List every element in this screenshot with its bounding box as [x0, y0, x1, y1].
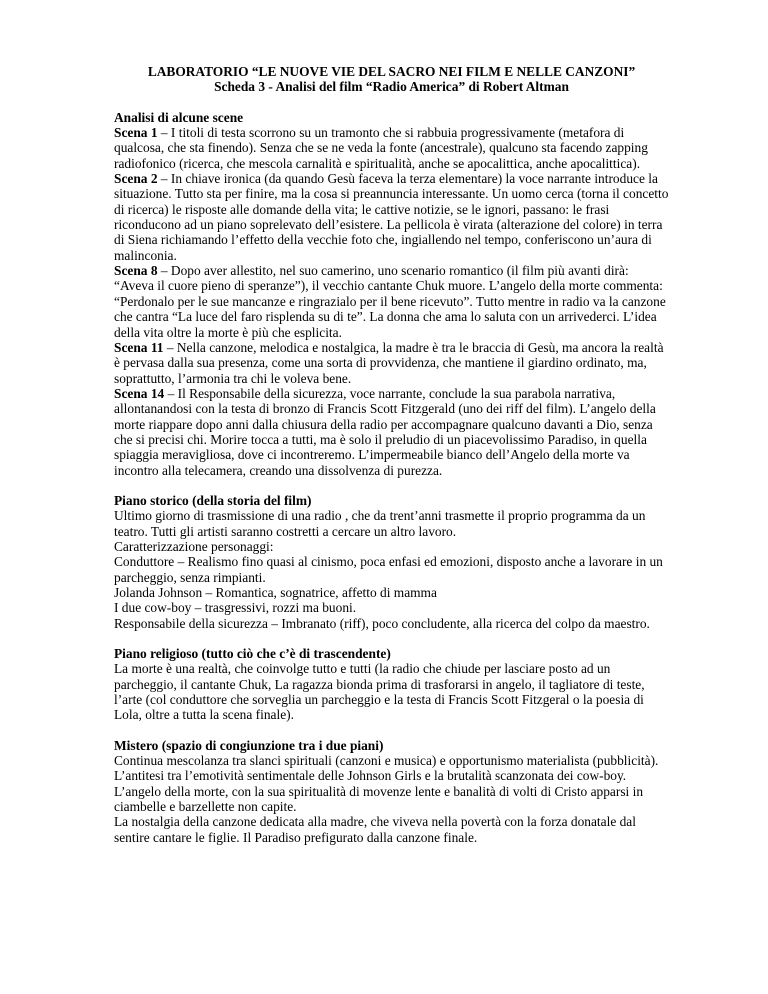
scene-text: – Il Responsabile della sicurezza, voce narrante, conclude la sua parabola narrativa, allontanandosi con la testa di bronzo di Francis Scott Fitzgerald (uno dei riff del film). L’angelo della morte riappare dopo anni dalla chiusura della radio per accompagnare qualcuno davanti a Dio, senza che si precisi chi. Morire tocca a tutti, ma è solo il preludio di un piacevolissimo Paradiso, in quella spiaggia meravigliosa, dove ci incontreremo. L’impermeabile bianco dell’Angelo della morte va incontro alla telecamera, creando una dissolvenza di purezza.	[114, 385, 656, 478]
mystery-heading: Mistero (spazio di congiunzione tra i due piani)	[114, 737, 384, 753]
historical-heading: Piano storico (della storia del film)	[114, 492, 312, 508]
religious-paragraph: La morte è una realtà, che coinvolge tutto e tutti (la radio che chiude per lasciare posto ad un parcheggio, il cantante Chuk, La ragazza bionda prima di trasforarsi in angelo, il tagliatore di teste, l’arte (col conduttore che sorveglia un parcheggio e la testa di Francis Scott Fitzgeral o la poesia di Lola, oltre a tutta la scena finale).	[114, 661, 645, 723]
historical-paragraph: Ultimo giorno di trasmissione di una radio , che da trent’anni trasmette il proprio programma da un teatro. Tutti gli artisti saranno costretti a cercare un altro lavoro.	[114, 508, 646, 539]
mystery-paragraph: Continua mescolanza tra slanci spirituali (canzoni e musica) e opportunismo materialista (pubblicità).	[114, 753, 659, 769]
historical-paragraph: Conduttore – Realismo fino quasi al cinismo, poca enfasi ed emozioni, disposto anche a lavorare in un parcheggio, senza rimpianti.	[114, 554, 663, 585]
historical-paragraph: Jolanda Johnson – Romantica, sognatrice, affetto di mamma	[114, 585, 437, 600]
scene-label: Scena 11	[114, 339, 164, 355]
scene-paragraph	[114, 340, 669, 386]
document-subtitle: Scheda 3 - Analisi del film “Radio America” di Robert Altman	[214, 79, 569, 95]
scenes-list	[114, 125, 669, 478]
mystery-paragraph: L’angelo della morte, con la sua spiritualità di movenze lente e banalità di volti di Cristo apparsi in ciambelle e barzellette non capite.	[114, 783, 644, 815]
mystery-paragraph: L’antitesi tra l’emotività sentimentale delle Johnson Girls e la brutalità scanzonata dei cow-boy.	[114, 768, 627, 784]
historical-paragraph: Caratterizzazione personaggi:	[114, 538, 274, 554]
scene-label: Scena 2	[114, 171, 158, 187]
historical-paragraph: I due cow-boy – trasgressivi, rozzi ma buoni.	[114, 600, 357, 616]
mystery-paragraph: La nostalgia della canzone dedicata alla madre, che viveva nella povertà con la forza donatale dal sentire cantare le figlie. Il Paradiso prefigurato dalla canzone finale.	[114, 814, 636, 845]
document-title: LABORATORIO “LE NUOVE VIE DEL SACRO NEI FILM E NELLE CANZONI”	[147, 64, 636, 79]
scene-text: – Nella canzone, melodica e nostalgica, la madre è tra le braccia di Gesù, ma ancora la realtà è pervasa dalla sua presenza, come una sorta di provvidenza, che mantiene il giardino ordinato, ma, soprattutto, l’armonia tra chi le voleva bene.	[114, 339, 664, 386]
scene-paragraph	[114, 386, 669, 478]
scene-paragraph	[114, 171, 669, 263]
scene-paragraph	[114, 125, 669, 171]
historical-paragraph: Responsabile della sicurezza – Imbranato (riff), poco concludente, alla ricerca del colpo da maestro.	[114, 615, 650, 631]
scenes-heading: Analisi di alcune scene	[114, 109, 244, 125]
scene-label: Scena 14	[114, 385, 165, 401]
scene-text: – I titoli di testa scorrono su un tramonto che si rabbuia progressivamente (metafora di qualcosa, che sta finendo). Senza che se ne veda la fonte (ancestrale), qualcuno sta facendo zapping radiofonico (ricerca, che mescola carnalità e spiritualità, anche se apocalittica, anche apocalittica).	[114, 125, 648, 171]
scene-text: – In chiave ironica (da quando Gesù faceva la terza elementare) la voce narrante introduce la situazione. Tutto sta per finire, ma la cosa si preannuncia interessante. Un uomo cerca (torna il concetto di ricerca) le risposte alle domande della vita; le cattive notizie, se le ignori, passano: le frasi riconducono ad un piano soprelevato dell’esistere. La pellicola è virata (alterazione del colore) in terra di Siena richiamando l’effetto della vecchie foto che, ingiallendo nel tempo, conferiscono un’aura di malinconia.	[114, 171, 669, 263]
religious-heading: Piano religioso (tutto ciò che c’è di trascendente)	[114, 646, 391, 662]
document-page	[114, 64, 669, 845]
scene-text: – Dopo aver allestito, nel suo camerino, uno scenario romantico (il film più avanti dirà: “Aveva il cuore pieno di speranze”), il vecchio cantante Chuk muore. L’angelo della morte commenta: “Perdonalo per le sue mancanze e ringrazialo per il bene ricevuto”. Tutto mentre in radio va la canzone che cantra “La luce del faro risplenda su di te”. La donna che ama lo saluta con un arrivederci. L’idea della vita oltre la morte è più che esplicita.	[114, 263, 666, 340]
scene-label: Scena 1	[114, 125, 158, 141]
scene-label: Scena 8	[114, 263, 158, 279]
scene-paragraph	[114, 263, 669, 340]
